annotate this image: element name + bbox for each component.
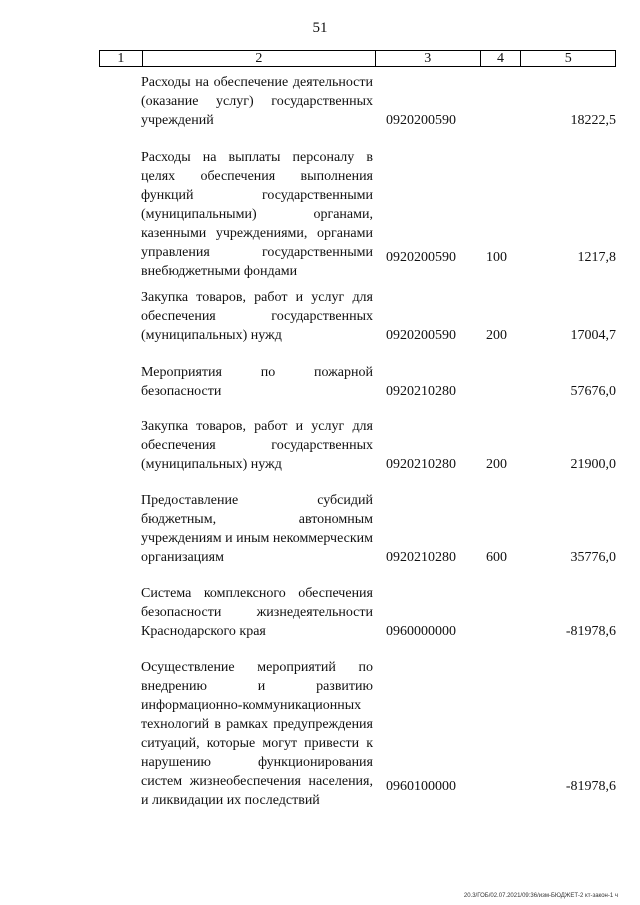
row-amount: 18222,5 [570,113,616,128]
header-col-1: 1 [100,51,143,66]
row-description: Закупка товаров, работ и услуг для обеспечения государственных (муниципальных) нужд [141,419,373,472]
row-amount: 57676,0 [570,384,616,399]
row-amount: 21900,0 [570,457,616,472]
row-amount: 35776,0 [570,550,616,565]
header-col-5: 5 [564,51,572,66]
table-row [0,491,640,571]
row-code: 0920210280 [386,550,456,565]
table-row [0,288,640,348]
row-description: Расходы на обеспечение деятельности (оказание услуг) государственных учреждений [141,75,373,128]
row-code: 0960100000 [386,779,456,794]
header-col-3: 3 [376,51,481,66]
table-row [0,584,640,644]
page-number: 51 [312,20,328,36]
row-description: Мероприятия по пожарной безопасности [141,365,373,399]
row-kind: 200 [486,457,507,472]
row-kind: 600 [486,550,507,565]
row-description: Расходы на выплаты персоналу в целях обеспечения выполнения функций государственными (муниципальными) органами, казенными учреждениями, органами управления государственными внебюджетными фондами [141,150,373,279]
row-amount: -81978,6 [565,624,616,639]
header-col-4: 4 [481,51,522,66]
row-description: Предоставление субсидий бюджетным, автономным учреждениям и иным некоммерческим организациям [141,493,373,565]
row-amount: 17004,7 [570,328,616,343]
document-footer-stamp: 20.3/ГОБ/02.07.2021/09:36/изм-БЮДЖЕТ-2 кт-закон-1 ч [463,893,618,899]
row-amount: -81978,6 [565,779,616,794]
header-col-2: 2 [143,51,376,66]
row-code: 0920210280 [386,457,456,472]
row-description: Осуществление мероприятий по внедрению и развитию информационно-коммуникационных технологий в рамках предупреждения ситуаций, которые могут привести к нарушению функционирования систем жизнеобеспечения населения, и ликвидации их последствий [141,660,373,808]
row-code: 0920200590 [386,113,456,128]
table-row [0,363,640,403]
row-description: Система комплексного обеспечения безопасности жизнедеятельности Краснодарского края [141,586,373,639]
row-amount: 1217,8 [577,250,616,265]
row-code: 0920210280 [386,384,456,399]
row-kind: 200 [486,328,507,343]
table-row [0,658,640,808]
row-description: Закупка товаров, работ и услуг для обеспечения государственных (муниципальных) нужд [141,290,373,343]
row-code: 0960000000 [386,624,456,639]
table-row [0,417,640,477]
table-header [99,50,616,67]
row-code: 0920200590 [386,328,456,343]
table-row [0,148,640,279]
row-kind: 100 [486,250,507,265]
row-code: 0920200590 [386,250,456,265]
table-row [0,73,640,133]
